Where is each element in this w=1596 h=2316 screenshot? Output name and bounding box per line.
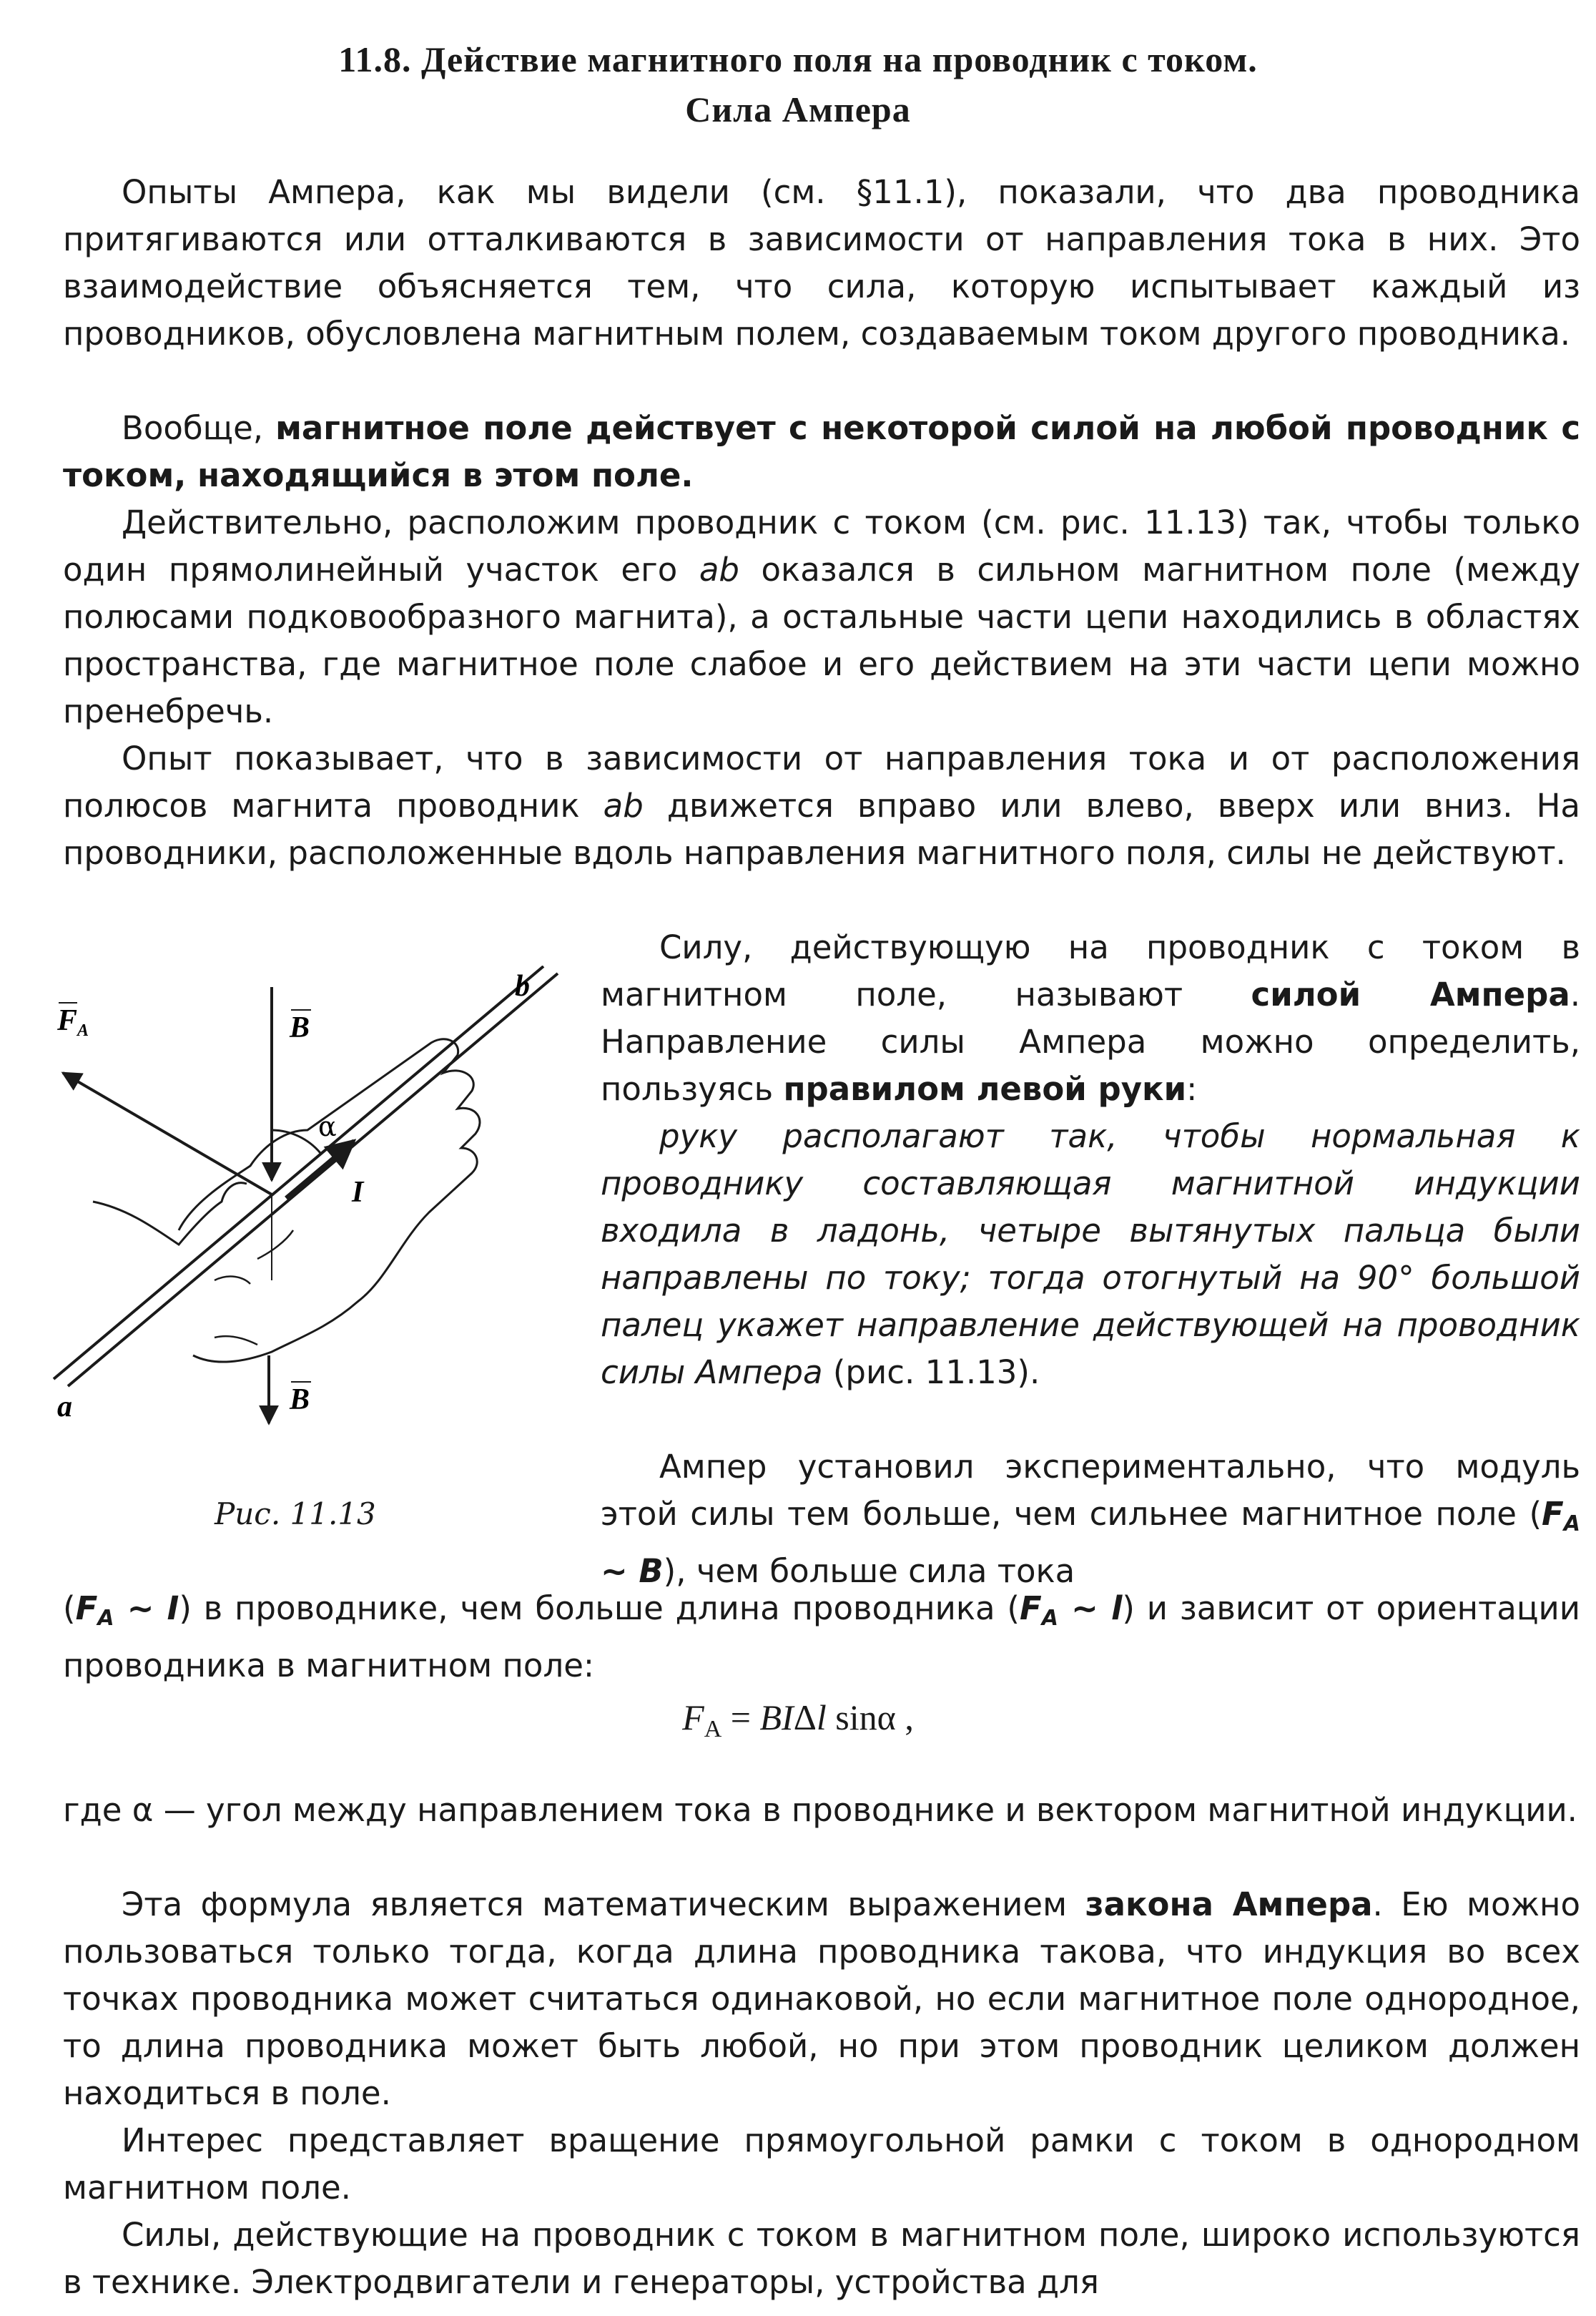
hand-crease-2 bbox=[215, 1277, 250, 1284]
p2-text: Вообще, bbox=[122, 409, 276, 447]
paragraph-10 bbox=[63, 1881, 1580, 2117]
p3-text-b: оказался в сильном магнитном поле (между полюсами подковообразного магнита), а остальные части цепи находились в областях пространства, где магнитное поле слабое и его действием на эти части цепи можно пренебречь. bbox=[63, 551, 1580, 730]
p4-text-b: движется вправо или влево, вверх или вниз. На проводники, расположенные вдоль направления магнитного поля, силы не действуют. bbox=[63, 787, 1580, 872]
paragraph-8: (FA ~ I) в проводнике, чем больше длина проводника (FA ~ l) и зависит от ориентации проводника в магнитном поле: bbox=[63, 1589, 1580, 1684]
p2-bold-statement: магнитное поле действует с некоторой силой на любой проводник с током, находящийся в этом поле. bbox=[63, 409, 1580, 494]
formula-delta: Δ bbox=[793, 1697, 817, 1737]
left-hand-rule-diagram bbox=[43, 966, 586, 1481]
p8-fi-f: F bbox=[75, 1589, 98, 1627]
label-force-letter: F bbox=[57, 1004, 78, 1037]
paragraph-6 bbox=[601, 1113, 1580, 1396]
p10-ampere-law: закона Ампера bbox=[1085, 1885, 1373, 1923]
label-force-sub: A bbox=[77, 1021, 89, 1040]
p3-text-a: Действительно, расположим проводник с током (см. рис. 11.13) так, чтобы только один прямолинейный участок его bbox=[63, 504, 1580, 589]
figure-11-13 bbox=[43, 966, 586, 1481]
label-current: I bbox=[352, 1176, 364, 1209]
ampere-formula bbox=[0, 1697, 1596, 1743]
formula-eq: = bbox=[721, 1697, 760, 1737]
paragraph-9: где α — угол между направлением тока в проводнике и вектором магнитной индукции. bbox=[63, 1791, 1577, 1829]
p8-fi-rest: ~ I bbox=[114, 1589, 179, 1627]
p5-text-a: Силу, действующую на проводник с током в магнитном поле, называют bbox=[601, 928, 1580, 1014]
p10-text-a: Эта формула является математическим выражением bbox=[122, 1885, 1085, 1923]
p6-rule-text: руку располагают так, чтобы нормальная к проводнику составляющая магнитной индукции входила в ладонь, четыре вытянутых пальца были направлены по току; тогда отогнутый на 90° большой палец укажет направление действующей на проводник силы Ампера bbox=[601, 1117, 1580, 1391]
p7-fb-rest: ~ B bbox=[601, 1552, 664, 1590]
p8-text-b: ) и зависит от ориентации проводника в магнитном поле: bbox=[63, 1589, 1580, 1684]
paragraph-5 bbox=[601, 924, 1580, 1113]
p8-fl-rest: ~ l bbox=[1058, 1589, 1123, 1627]
p7-text-b: ), bbox=[663, 1552, 686, 1590]
formula-f: F bbox=[682, 1697, 704, 1737]
p8-text-a: в проводнике, чем больше длина проводника ( bbox=[191, 1589, 1020, 1627]
formula-rhs1: BI bbox=[759, 1697, 794, 1737]
p3-ab: ab bbox=[699, 551, 739, 589]
current-arrow bbox=[286, 1141, 354, 1198]
formula-sin: sin bbox=[826, 1697, 877, 1737]
p8-fi-sub: A bbox=[97, 1606, 114, 1631]
paragraph-4 bbox=[63, 735, 1580, 877]
hand-outline bbox=[179, 1039, 480, 1362]
p4-text-a: Опыт показывает, что в зависимости от направления тока и от расположения полюсов магнита проводник bbox=[63, 740, 1580, 825]
p4-ab: ab bbox=[603, 787, 644, 825]
p8-fl-sub: A bbox=[1041, 1606, 1058, 1631]
label-alpha: α bbox=[318, 1111, 337, 1142]
p5-left-hand-rule: правилом левой руки bbox=[783, 1070, 1187, 1108]
paragraph-1: Опыты Ампера, как мы видели (см. §11.1), показали, что два проводника притягиваются или отталкиваются в зависимости от направления тока в них. Это взаимодействие объясняется тем, что сила, которую испытывает каждый из проводников, обусловлена магнитным полем, создаваемым током другого проводника. bbox=[63, 173, 1580, 353]
p7-fb-f: F bbox=[1542, 1495, 1564, 1533]
p7-text-a: Ампер установил экспериментально, что модуль этой силы тем больше, чем сильнее магнитное поле ( bbox=[601, 1448, 1580, 1533]
formula-alpha: α bbox=[877, 1697, 896, 1737]
formula-sub: A bbox=[704, 1716, 722, 1742]
label-b: b bbox=[515, 970, 530, 1003]
force-vector bbox=[63, 1073, 272, 1194]
p7-text-c: чем больше сила тока bbox=[686, 1552, 1075, 1590]
formula-tail: , bbox=[895, 1697, 914, 1737]
p5-ampere-force: силой Ампера bbox=[1251, 976, 1570, 1014]
p5-text-b: . Направление силы Ампера можно определить, пользуясь bbox=[601, 976, 1581, 1108]
label-b-vector-bottom: B bbox=[290, 1383, 310, 1416]
p8-fl-f: F bbox=[1019, 1589, 1042, 1627]
label-b-vector-top: B bbox=[290, 1011, 310, 1044]
angle-arc bbox=[272, 1130, 320, 1153]
section-subheading: Сила Ампера bbox=[685, 89, 911, 129]
paragraph-2 bbox=[63, 405, 1580, 499]
p10-text-b: . Ею можно пользоваться только тогда, когда длина проводника такова, что индукция во всех точках проводника может считаться одинаковой, но если магнитное поле однородное, то длина проводника может быть любой, но при этом проводник целиком должен находиться в поле. bbox=[63, 1885, 1580, 2112]
figure-caption: Рис. 11.13 bbox=[215, 1496, 376, 1531]
section-heading: 11.8. Действие магнитного поля на проводник с током. bbox=[338, 39, 1258, 79]
paragraph-3 bbox=[63, 499, 1580, 735]
formula-rhs2: l bbox=[816, 1697, 827, 1737]
label-force bbox=[56, 1004, 89, 1040]
paragraph-12: Силы, действующие на проводник с током в магнитном поле, широко используются в технике. Электродвигатели и генераторы, устройства для bbox=[63, 2216, 1580, 2301]
paragraph-7 bbox=[601, 1443, 1580, 1595]
conductor-line-2 bbox=[68, 973, 558, 1386]
hand-crease-1 bbox=[257, 1230, 293, 1259]
p6-ref: (рис. 11.13). bbox=[822, 1353, 1040, 1391]
paragraph-11: Интерес представляет вращение прямоугольной рамки с током в однородном магнитном поле. bbox=[63, 2121, 1580, 2207]
p7-fb-sub: A bbox=[1563, 1511, 1580, 1536]
label-a: a bbox=[57, 1390, 72, 1423]
p5-text-c: : bbox=[1186, 1070, 1198, 1108]
hand-crease-3 bbox=[215, 1336, 257, 1345]
